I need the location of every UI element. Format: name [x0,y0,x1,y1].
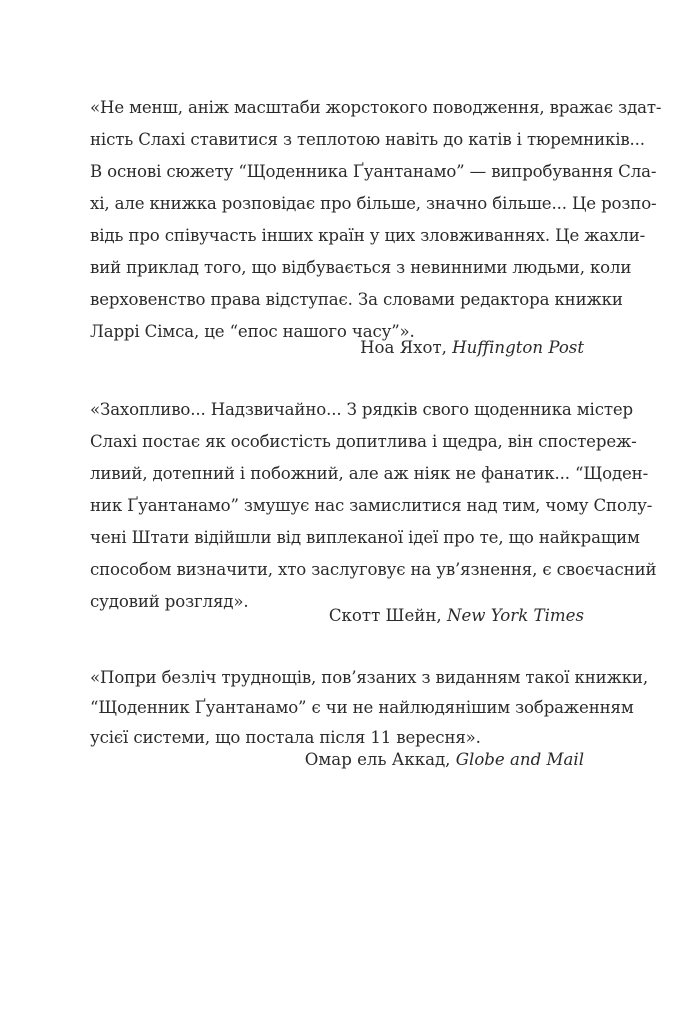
quote-line: «Захопливо... Надзвичайно... З рядків свого щоденника містер [90,400,634,419]
attribution-author: Скотт Шейн, [328,606,447,625]
quote-line: усієї системи, що постала після 11 вересня». [90,728,481,747]
quote-line: чені Штати відійшли від виплеканої ідеї про те, що найкращим [90,528,640,547]
quote-line: вий приклад того, що відбувається з невинними людьми, коли [90,258,632,277]
quote-attribution [305,747,584,773]
quote-line: хі, але книжка розповідає про більше, значно більше... Це розпо- [90,194,657,213]
quote-block-3 [90,665,648,775]
attribution-author: Омар ель Аккад, [304,750,456,769]
quote-line: ник Ґуантанамо” змушує нас замислитися над тим, чому Сполу- [90,496,653,515]
quote-line: “Щоденник Ґуантанамо” є чи не найлюдянішим зображенням [90,698,634,717]
attribution-author: Ноа Яхот, [360,338,453,357]
quote-line: Слахі постає як особистість допитлива і щедра, він спостереж- [90,432,637,451]
quote-line: Ларрі Сімса, це “епос нашого часу”». [90,322,415,341]
quote-line: «Не менш, аніж масштаби жорстокого поводження, вражає здат- [90,98,662,117]
quote-line: судовий розгляд». [90,592,249,611]
quote-block-2 [90,397,657,637]
quote-line: ливий, дотепний і побожний, але аж ніяк не фанатик... “Щоден- [90,464,649,483]
quote-attribution [329,603,584,629]
quote-attribution [360,335,584,361]
quote-line: способом визначити, хто заслуговує на ув’язнення, є своєчасний [90,560,657,579]
quote-line: верховенство права відступає. За словами редактора книжки [90,290,623,309]
quote-line: відь про співучасть інших країн у цих зловживаннях. Це жахли- [90,226,646,245]
attribution-source: New York Times [446,606,584,625]
quote-block-1 [90,95,662,365]
quote-line: В основі сюжету “Щоденника Ґуантанамо” — випробування Сла- [90,162,657,181]
quote-line: ність Слахі ставитися з теплотою навіть до катів і тюремників... [90,130,645,149]
quote-line: «Попри безліч труднощів, пов’язаних з виданням такої книжки, [90,668,648,687]
attribution-source: Globe and Mail [455,750,584,769]
attribution-source: Huffington Post [452,338,584,357]
